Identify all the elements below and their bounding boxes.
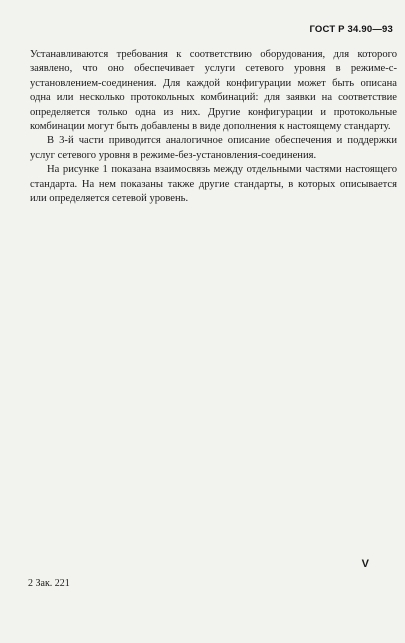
paragraph-requirements: Устанавливаются требования к соответствию оборудования, для которого заявлено, что оно обеспечивает услуги сетевого уровня в режиме-с-установлением-соединения. Для каждой конфигурации может быть описана одна или несколько протокольных комбинаций: для заявки на соответствие определяется только одна из них. Другие конфигурации и протокольные комбинации могут быть добавлены в виде дополнения к настоящему стандарту. [30, 49, 397, 133]
paragraph-part-3: В 3-й части приводится аналогичное описание обеспечения и поддержки услуг сетевого уровня в режиме-без-установления-соединения. [30, 135, 397, 161]
document-body [30, 48, 397, 206]
print-order-note: 2 Зак. 221 [28, 578, 70, 589]
paragraph-figure-1: На рисунке 1 показана взаимосвязь между отдельными частями настоящего стандарта. На нем показаны также другие стандарты, в которых описывается или определяется сетевой уровень. [30, 164, 397, 205]
page-number: V [361, 558, 369, 570]
document-code-header: ГОСТ Р 34.90—93 [309, 24, 393, 35]
